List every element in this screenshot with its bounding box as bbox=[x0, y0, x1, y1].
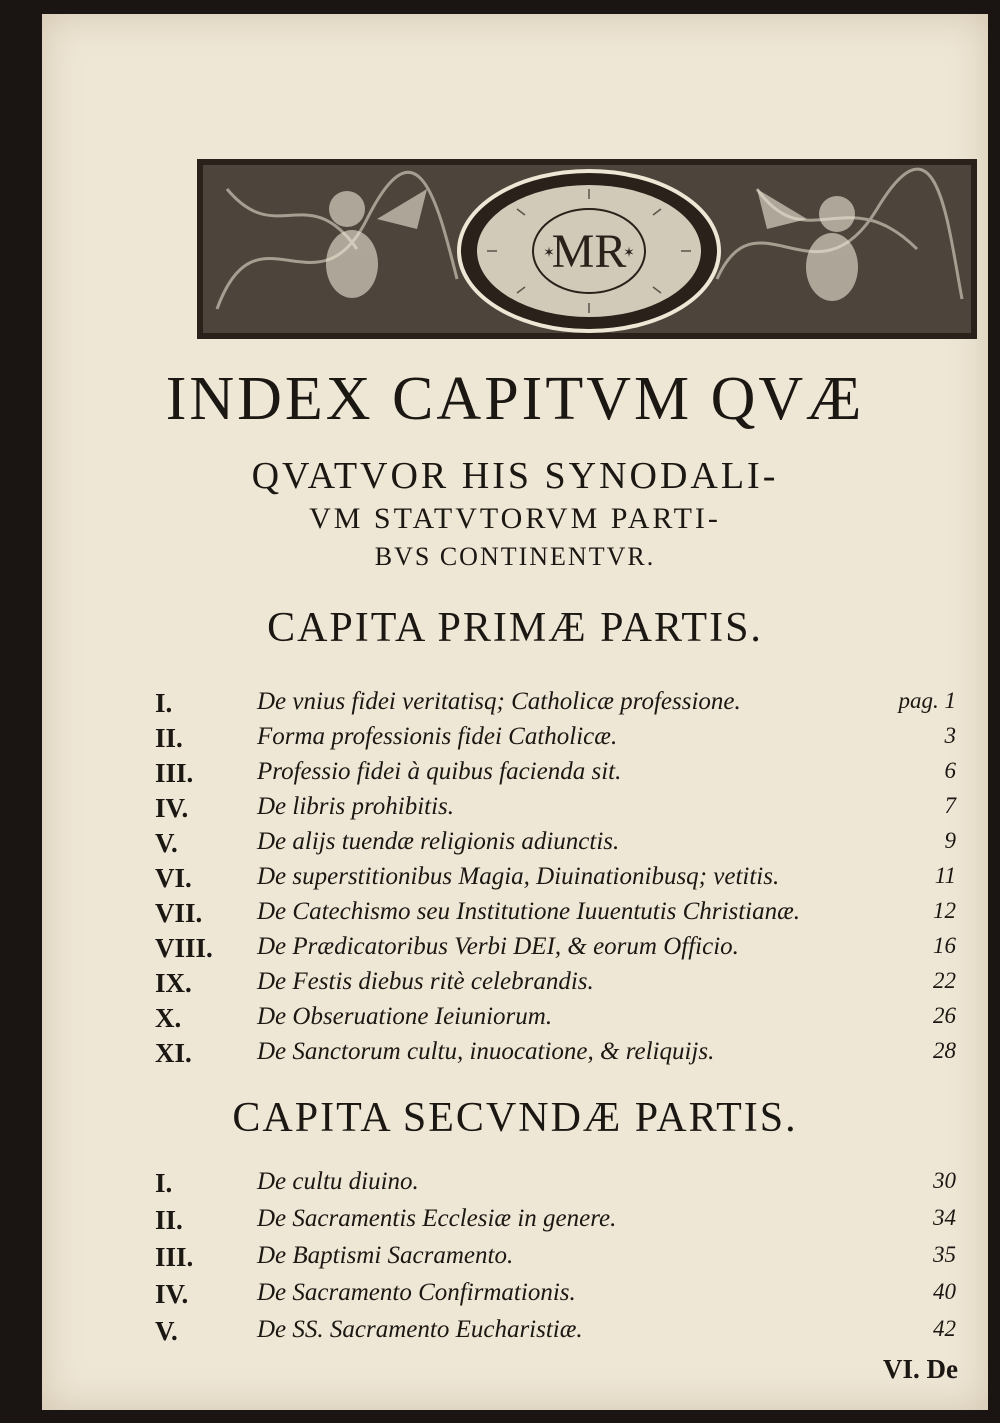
chapter-number: II. bbox=[155, 1205, 183, 1235]
svg-text:✶: ✶ bbox=[543, 245, 555, 261]
chapter-number: V. bbox=[155, 1316, 178, 1346]
chapter-number: III. bbox=[155, 758, 194, 788]
list-item bbox=[42, 933, 988, 971]
chapter-title: Professio fidei à quibus facienda sit. bbox=[257, 758, 622, 785]
chapter-number: VI. bbox=[155, 863, 192, 893]
chapter-number: IV. bbox=[155, 1279, 189, 1309]
page-number: 22 bbox=[933, 968, 956, 993]
chapter-number: IV. bbox=[155, 793, 189, 823]
chapter-title: De Prædicatoribus Verbi DEI, & eorum Officio. bbox=[257, 933, 739, 960]
list-item bbox=[42, 723, 988, 761]
chapter-number: V. bbox=[155, 828, 178, 858]
page-number: 26 bbox=[933, 1003, 956, 1028]
list-item bbox=[42, 863, 988, 901]
list-item bbox=[42, 1279, 988, 1317]
book-page bbox=[42, 14, 988, 1410]
page-number: 42 bbox=[933, 1316, 956, 1341]
chapter-title: De vnius fidei veritatisq; Catholicæ professione. bbox=[257, 688, 741, 715]
page-number: 9 bbox=[944, 828, 956, 853]
list-item bbox=[42, 1316, 988, 1354]
list-item bbox=[42, 898, 988, 936]
page-number: 40 bbox=[933, 1279, 956, 1304]
chapter-title: De Catechismo seu Institutione Iuuentutis Christianæ. bbox=[257, 898, 801, 925]
page-number: 16 bbox=[933, 933, 956, 958]
chapter-title: De Obseruatione Ieiuniorum. bbox=[257, 1003, 553, 1030]
index-title-line-1: INDEX CAPITVM QVÆ bbox=[165, 365, 865, 433]
list-item bbox=[42, 1038, 988, 1076]
chapter-number: VIII. bbox=[155, 933, 213, 963]
chapter-number: I. bbox=[155, 688, 173, 718]
list-item bbox=[42, 1168, 988, 1206]
page-number: 6 bbox=[944, 758, 956, 783]
list-item bbox=[42, 1205, 988, 1243]
list-item bbox=[42, 1242, 988, 1280]
chapter-number: XI. bbox=[155, 1038, 192, 1068]
chapter-title: De SS. Sacramento Eucharistiæ. bbox=[257, 1316, 583, 1343]
part2-title: CAPITA SECVNDÆ PARTIS. bbox=[232, 1095, 798, 1141]
chapter-number: I. bbox=[155, 1168, 173, 1198]
chapter-number: II. bbox=[155, 723, 183, 753]
chapter-title: De Sacramentis Ecclesiæ in genere. bbox=[257, 1205, 617, 1232]
list-item bbox=[42, 688, 988, 726]
page-number: 12 bbox=[933, 898, 956, 923]
index-title-line-3: VM STATVTORVM PARTI- bbox=[309, 502, 721, 535]
chapter-number: X. bbox=[155, 1003, 182, 1033]
svg-text:✶: ✶ bbox=[623, 245, 635, 261]
ornamental-headpiece bbox=[197, 159, 977, 339]
page-number: 28 bbox=[933, 1038, 956, 1063]
list-item bbox=[42, 758, 988, 796]
chapter-title: De Sacramento Confirmationis. bbox=[257, 1279, 576, 1306]
chapter-title: De cultu diuino. bbox=[257, 1168, 419, 1195]
page-number: 30 bbox=[933, 1168, 956, 1193]
page-number: pag. 1 bbox=[898, 688, 956, 713]
chapter-number: III. bbox=[155, 1242, 194, 1272]
part1-title: CAPITA PRIMÆ PARTIS. bbox=[267, 605, 763, 651]
chapter-title: De Baptismi Sacramento. bbox=[257, 1242, 514, 1269]
page-number: 7 bbox=[944, 793, 956, 818]
page-number: 3 bbox=[944, 723, 956, 748]
list-item bbox=[42, 1003, 988, 1041]
chapter-title: De alijs tuendæ religionis adiunctis. bbox=[257, 828, 620, 855]
chapter-number: VII. bbox=[155, 898, 203, 928]
monogram-text: MR bbox=[551, 225, 627, 278]
chapter-title: De superstitionibus Magia, Diuinationibusq; vetitis. bbox=[257, 863, 780, 890]
chapter-title: De libris prohibitis. bbox=[257, 793, 455, 820]
index-title-line-4: BVS CONTINENTVR. bbox=[374, 542, 656, 571]
list-item bbox=[42, 828, 988, 866]
page-number: 11 bbox=[934, 863, 956, 888]
list-item bbox=[42, 968, 988, 1006]
chapter-title: De Festis diebus ritè celebrandis. bbox=[257, 968, 594, 995]
page-number: 35 bbox=[933, 1242, 956, 1267]
index-title-line-2: QVATVOR HIS SYNODALI- bbox=[251, 455, 779, 497]
page-number: 34 bbox=[933, 1205, 956, 1230]
list-item bbox=[42, 793, 988, 831]
catchword: VI. De bbox=[883, 1354, 958, 1384]
chapter-number: IX. bbox=[155, 968, 192, 998]
chapter-title: Forma professionis fidei Catholicæ. bbox=[257, 723, 618, 750]
chapter-title: De Sanctorum cultu, inuocatione, & reliquijs. bbox=[257, 1038, 715, 1065]
